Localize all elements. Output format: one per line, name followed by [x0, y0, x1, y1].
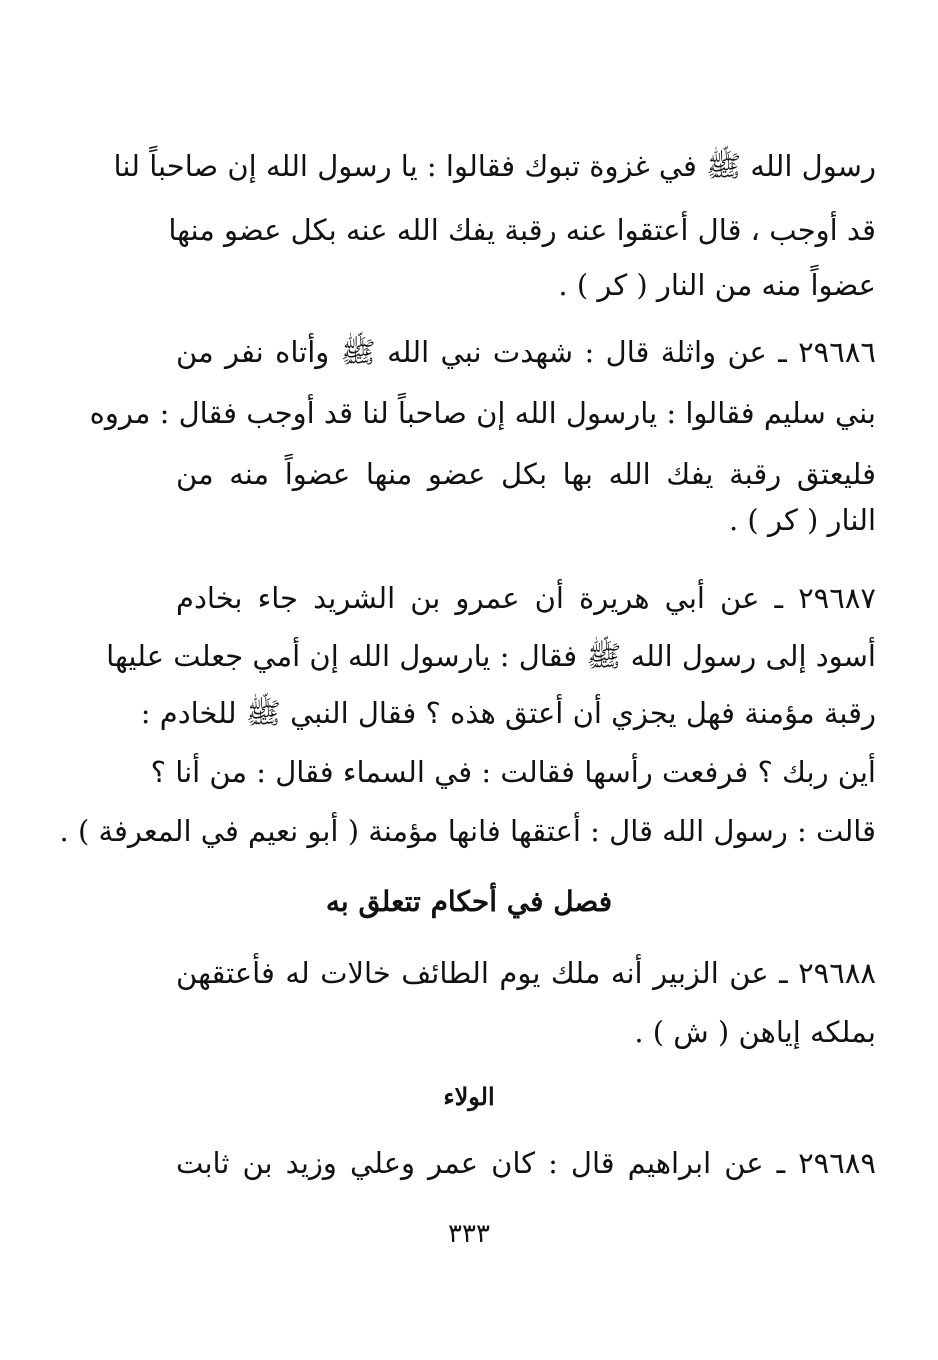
- text-line: النار ( كر ) .: [728, 503, 876, 537]
- page-number: ٣٣٣: [448, 1219, 490, 1249]
- text-line: ٢٩٦٨٦ ـ عن واثلة قال : شهدت نبي الله ﷺ وأتاه نفر من: [176, 335, 876, 369]
- text-line: ٢٩٦٨٩ ـ عن ابراهيم قال : كان عمر وعلي وزيد بن ثابت: [176, 1146, 876, 1180]
- section-heading: فصل في أحكام تتعلق به: [325, 885, 613, 918]
- text-line: رقبة مؤمنة فهل يجزي أن أعتق هذه ؟ فقال النبي ﷺ للخادم :: [140, 696, 876, 730]
- text-line: ٢٩٦٨٨ ـ عن الزبير أنه ملك يوم الطائف خالات له فأعتقهن: [176, 956, 876, 990]
- text-line: أسود إلى رسول الله ﷺ فقال : يارسول الله إن أمي جعلت عليها: [106, 639, 876, 673]
- text-line: بملكه إياهن ( ش ) .: [634, 1015, 876, 1049]
- text-line: فليعتق رقبة يفك الله بها بكل عضو منها عضواً منه من: [176, 457, 876, 491]
- section-heading: الولاء: [443, 1082, 495, 1111]
- text-line: قالت : رسول الله قال : أعتقها فانها مؤمنة ( أبو نعيم في المعرفة ) .: [59, 814, 876, 848]
- text-line: رسول الله ﷺ في غزوة تبوك فقالوا : يا رسول الله إن صاحباً لنا: [113, 149, 876, 183]
- text-line: أين ربك ؟ فرفعت رأسها فقالت : في السماء فقال : من أنا ؟: [150, 755, 876, 789]
- text-line: عضواً منه من النار ( كر ) .: [558, 268, 876, 302]
- text-line: ٢٩٦٨٧ ـ عن أبي هريرة أن عمرو بن الشريد جاء بخادم: [176, 581, 876, 615]
- text-line: بني سليم فقالوا : يارسول الله إن صاحباً لنا قد أوجب فقال : مروه: [89, 396, 876, 430]
- text-line: قد أوجب ، قال أعتقوا عنه رقبة يفك الله عنه بكل عضو منها: [168, 213, 876, 247]
